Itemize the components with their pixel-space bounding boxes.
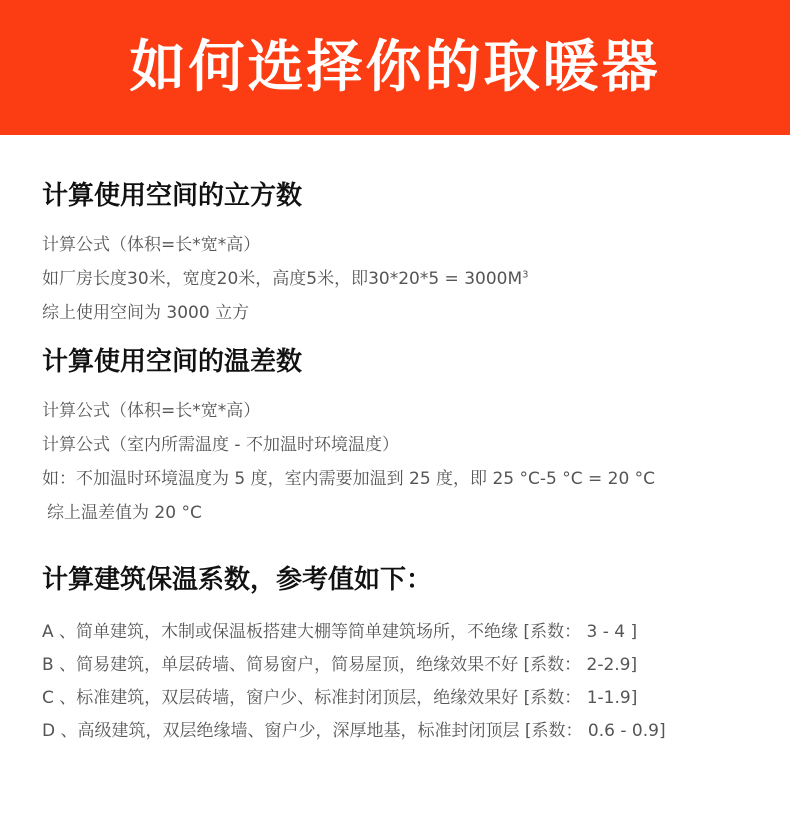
section-insulation-coefficient: [42, 562, 772, 748]
section-title: 计算使用空间的立方数: [42, 181, 303, 211]
title-banner: [0, 0, 790, 135]
section-cubic-volume: [42, 178, 772, 330]
text-line: 计算公式（体积=长*宽*高）: [42, 401, 261, 421]
text-line-content: 如厂房长度30米，宽度20米，高度5米，即30*20*5 = 3000M: [42, 269, 523, 289]
text-line: [42, 262, 772, 296]
section-body: [42, 228, 772, 330]
superscript: 3: [522, 269, 529, 281]
list-item: C 、标准建筑，双层砖墙，窗户少、标准封闭顶层，绝缘效果好 [系数： 1-1.9]: [42, 688, 638, 708]
list-item: D 、高级建筑，双层绝缘墙、窗户少，深厚地基，标准封闭顶层 [系数： 0.6 - 0.9]: [42, 721, 666, 741]
section-body: [42, 394, 772, 530]
coefficient-list: [42, 616, 772, 748]
section-temperature-difference: [42, 344, 772, 530]
page-title: 如何选择你的取暖器: [129, 34, 661, 100]
section-title: 计算建筑保温系数，参考值如下：: [42, 565, 433, 595]
section-title: 计算使用空间的温差数: [42, 347, 303, 377]
text-line: 综上温差值为 20 °C: [47, 503, 202, 523]
list-item: B 、简易建筑，单层砖墙、简易窗户，简易屋顶，绝缘效果不好 [系数： 2-2.9]: [42, 655, 638, 675]
text-line: 综上使用空间为 3000 立方: [42, 303, 250, 323]
text-line: 计算公式（体积=长*宽*高）: [42, 235, 261, 255]
list-item: A 、简单建筑，木制或保温板搭建大棚等简单建筑场所，不绝缘 [系数： 3 - 4 ]: [42, 622, 638, 642]
text-line: 计算公式（室内所需温度 - 不加温时环境温度）: [42, 435, 399, 455]
text-line: 如：不加温时环境温度为 5 度，室内需要加温到 25 度，即 25 °C-5 °C = 20 °C: [42, 469, 656, 489]
